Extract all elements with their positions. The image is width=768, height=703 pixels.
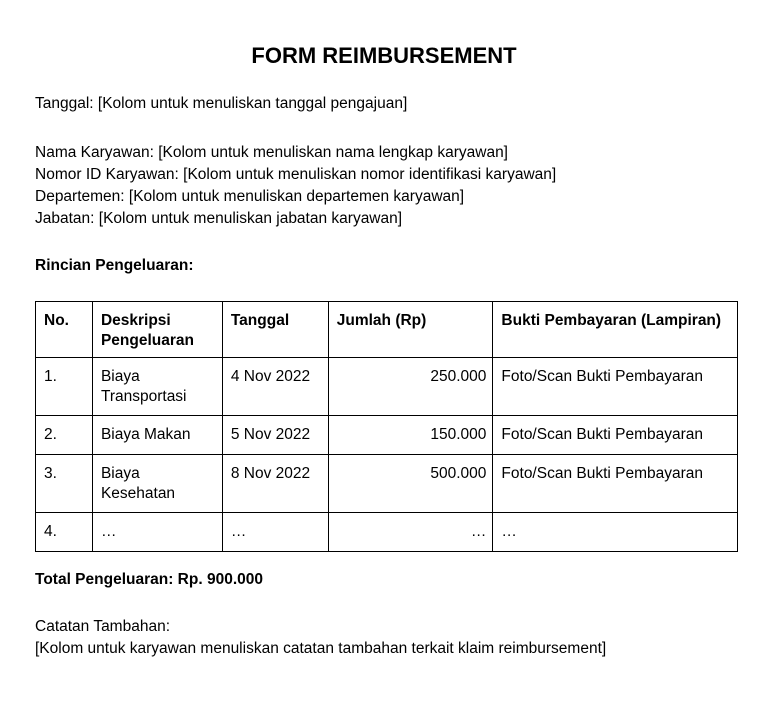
notes-value: [Kolom untuk karyawan menuliskan catatan tambahan terkait klaim reimbursement] [35,640,607,657]
cell-description: Biaya Transportasi [92,358,222,416]
table-row [36,455,738,513]
cell-no: 1. [36,358,93,416]
expense-table [35,301,738,552]
header-date: Tanggal [222,302,328,358]
cell-amount: 250.000 [328,358,493,416]
cell-amount: 500.000 [328,455,493,513]
notes-label: Catatan Tambahan: [35,618,171,635]
cell-proof: Foto/Scan Bukti Pembayaran [493,358,738,416]
cell-proof: Foto/Scan Bukti Pembayaran [493,416,738,455]
table-row [36,513,738,552]
header-no: No. [36,302,93,358]
date-field: Tanggal: [Kolom untuk menuliskan tanggal pengajuan] [35,95,408,112]
employee-id-field: Nomor ID Karyawan: [Kolom untuk menuliskan nomor identifikasi karyawan] [35,166,557,183]
position-field: Jabatan: [Kolom untuk menuliskan jabatan karyawan] [35,210,403,227]
expense-details-heading: Rincian Pengeluaran: [35,257,194,274]
employee-name-field: Nama Karyawan: [Kolom untuk menuliskan nama lengkap karyawan] [35,144,508,161]
table-row [36,416,738,455]
cell-amount: 150.000 [328,416,493,455]
cell-description: … [92,513,222,552]
header-description: Deskripsi Pengeluaran [92,302,222,358]
cell-no: 3. [36,455,93,513]
cell-amount: … [328,513,493,552]
cell-proof: Foto/Scan Bukti Pembayaran [493,455,738,513]
header-proof: Bukti Pembayaran (Lampiran) [493,302,738,358]
cell-no: 2. [36,416,93,455]
cell-date: … [222,513,328,552]
cell-proof: … [493,513,738,552]
table-row [36,358,738,416]
cell-no: 4. [36,513,93,552]
table-header-row [36,302,738,358]
cell-description: Biaya Kesehatan [92,455,222,513]
department-field: Departemen: [Kolom untuk menuliskan departemen karyawan] [35,188,465,205]
cell-description: Biaya Makan [92,416,222,455]
form-title: FORM REIMBURSEMENT [251,43,517,68]
cell-date: 4 Nov 2022 [222,358,328,416]
header-amount: Jumlah (Rp) [328,302,493,358]
cell-date: 5 Nov 2022 [222,416,328,455]
total-expenses: Total Pengeluaran: Rp. 900.000 [35,571,263,588]
cell-date: 8 Nov 2022 [222,455,328,513]
